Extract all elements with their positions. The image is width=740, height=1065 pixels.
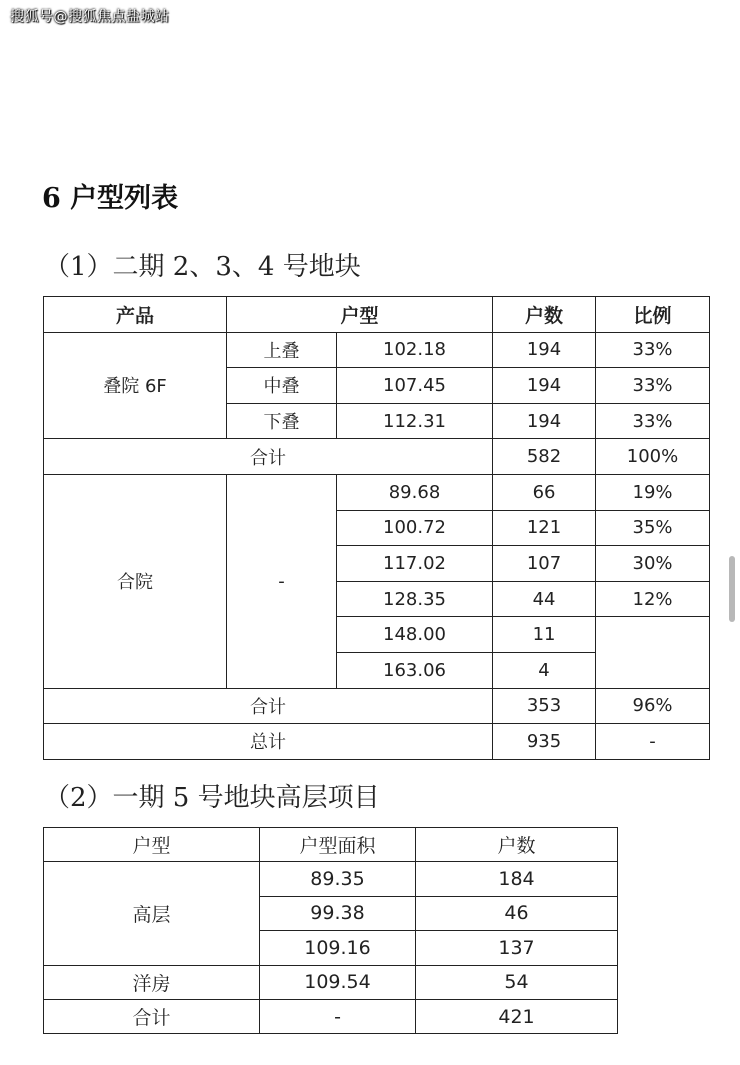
header-count: 户数 xyxy=(493,297,596,333)
count-cell: 935 xyxy=(493,724,596,760)
count-cell: 582 xyxy=(493,439,596,475)
count-cell: 194 xyxy=(493,403,596,439)
header-product: 产品 xyxy=(44,297,227,333)
area-cell: - xyxy=(260,999,416,1033)
area-cell: 102.18 xyxy=(337,332,493,368)
area-cell: 89.68 xyxy=(337,474,493,510)
area-cell: 117.02 xyxy=(337,546,493,582)
header-type: 户型 xyxy=(44,828,260,862)
section-title: 6 户型列表 xyxy=(42,183,179,214)
header-count: 户数 xyxy=(416,828,618,862)
header-ratio: 比例 xyxy=(596,297,710,333)
ratio-cell: 100% xyxy=(596,439,710,475)
type-cell: 上叠 xyxy=(227,332,337,368)
product-cell: 叠院 6F xyxy=(44,332,227,439)
type-cell: - xyxy=(227,474,337,688)
type-cell: 高层 xyxy=(44,862,260,965)
area-cell: 89.35 xyxy=(260,862,416,896)
ratio-cell-empty xyxy=(596,617,710,688)
subtotal-row xyxy=(44,688,710,724)
unit-type-table-phase1 xyxy=(43,827,618,1034)
ratio-cell: 33% xyxy=(596,403,710,439)
area-cell: 112.31 xyxy=(337,403,493,439)
count-cell: 184 xyxy=(416,862,618,896)
count-cell: 46 xyxy=(416,896,618,930)
area-cell: 99.38 xyxy=(260,896,416,930)
header-type: 户型 xyxy=(227,297,493,333)
ratio-cell: - xyxy=(596,724,710,760)
ratio-cell: 35% xyxy=(596,510,710,546)
scrollbar-thumb[interactable] xyxy=(729,556,735,622)
table1-title: （1）二期 2、3、4 号地块 xyxy=(44,252,361,282)
unit-type-table-phase2 xyxy=(43,296,710,760)
table-header-row xyxy=(44,297,710,333)
type-cell: 中叠 xyxy=(227,368,337,404)
total-label: 总计 xyxy=(44,724,493,760)
count-cell: 44 xyxy=(493,581,596,617)
ratio-cell: 12% xyxy=(596,581,710,617)
ratio-cell: 19% xyxy=(596,474,710,510)
count-cell: 107 xyxy=(493,546,596,582)
watermark: 搜狐号@搜狐焦点盐城站 xyxy=(10,9,170,25)
subtotal-label: 合计 xyxy=(44,688,493,724)
table-row xyxy=(44,332,710,368)
subtotal-label: 合计 xyxy=(44,439,493,475)
ratio-cell: 33% xyxy=(596,332,710,368)
total-row xyxy=(44,724,710,760)
area-cell: 163.06 xyxy=(337,652,493,688)
ratio-cell: 33% xyxy=(596,368,710,404)
count-cell: 194 xyxy=(493,368,596,404)
ratio-cell: 96% xyxy=(596,688,710,724)
count-cell: 66 xyxy=(493,474,596,510)
type-cell: 洋房 xyxy=(44,965,260,999)
table2-title: （2）一期 5 号地块高层项目 xyxy=(44,783,380,813)
table-row xyxy=(44,965,618,999)
header-area: 户型面积 xyxy=(260,828,416,862)
table-row xyxy=(44,862,618,896)
table-row xyxy=(44,474,710,510)
area-cell: 109.16 xyxy=(260,931,416,965)
count-cell: 11 xyxy=(493,617,596,653)
total-label: 合计 xyxy=(44,999,260,1033)
area-cell: 148.00 xyxy=(337,617,493,653)
total-row xyxy=(44,999,618,1033)
count-cell: 421 xyxy=(416,999,618,1033)
count-cell: 353 xyxy=(493,688,596,724)
count-cell: 54 xyxy=(416,965,618,999)
area-cell: 100.72 xyxy=(337,510,493,546)
area-cell: 128.35 xyxy=(337,581,493,617)
subtotal-row xyxy=(44,439,710,475)
ratio-cell: 30% xyxy=(596,546,710,582)
count-cell: 194 xyxy=(493,332,596,368)
count-cell: 137 xyxy=(416,931,618,965)
count-cell: 4 xyxy=(493,652,596,688)
type-cell: 下叠 xyxy=(227,403,337,439)
area-cell: 107.45 xyxy=(337,368,493,404)
area-cell: 109.54 xyxy=(260,965,416,999)
count-cell: 121 xyxy=(493,510,596,546)
table-header-row xyxy=(44,828,618,862)
product-cell: 合院 xyxy=(44,474,227,688)
